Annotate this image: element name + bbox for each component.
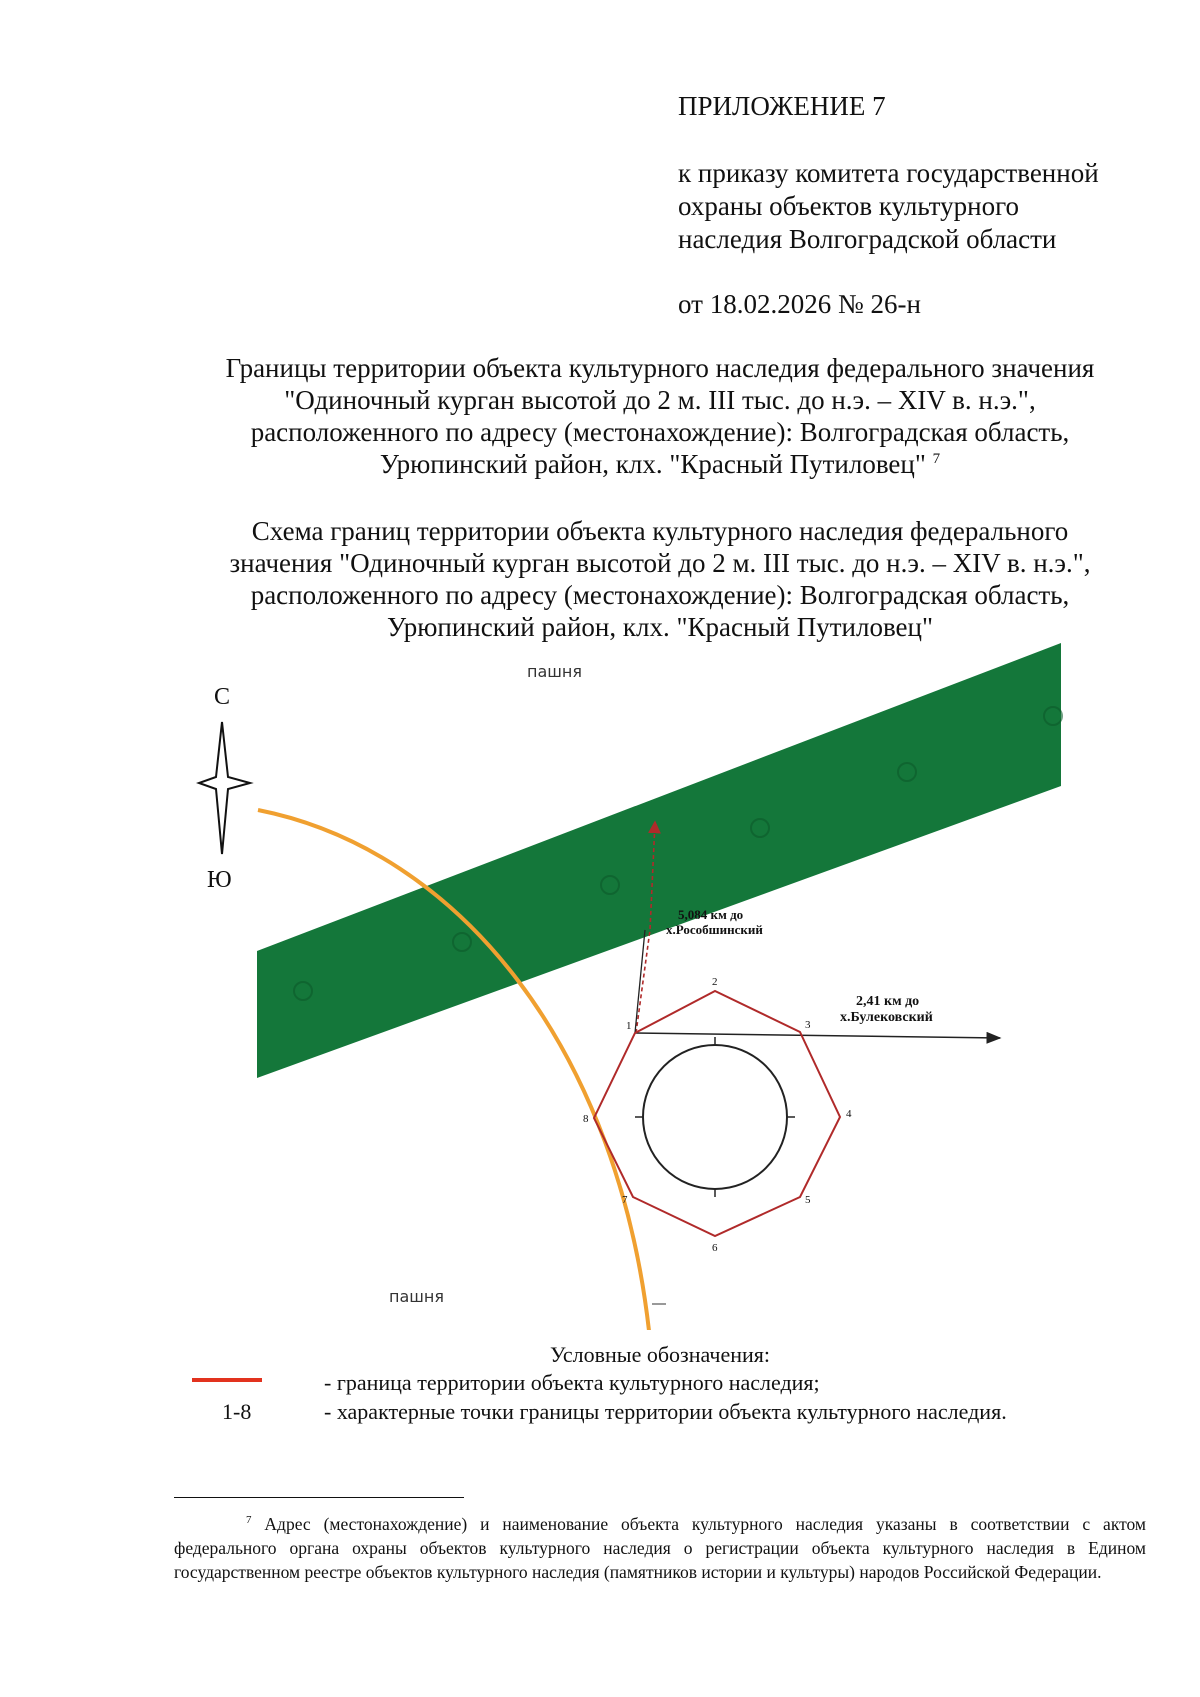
distance-1-line2: х.Рособшинский [666, 922, 763, 937]
order-date: от 18.02.2026 № 26-н [678, 289, 921, 319]
compass-rose [199, 684, 250, 893]
footnote-number: 7 [246, 1514, 252, 1526]
order-line: наследия Волгоградской области [678, 224, 1057, 254]
point-label: 8 [583, 1113, 589, 1125]
scheme-title-line: значения "Одиночный курган высотой до 2 м. III тыс. до н.э. – XIV в. н.э.", [229, 548, 1091, 578]
legend-boundary-swatch [192, 1378, 262, 1382]
point-label: 3 [805, 1019, 811, 1031]
point-label: 1 [626, 1020, 632, 1032]
footnote-reference[interactable]: 7 [932, 451, 941, 467]
title-line: расположенного по адресу (местонахождение): Волгоградская область, [250, 417, 1070, 447]
legend-heading: Условные обозначения: [549, 1342, 771, 1367]
distance-2-line1: 2,41 км до [856, 994, 920, 1009]
legend-points-key: 1-8 [222, 1399, 252, 1424]
kurgan-ticks [635, 1037, 795, 1197]
point-label: 2 [712, 976, 718, 988]
point-label: 5 [805, 1194, 811, 1206]
field-label-top: пашня [527, 662, 582, 681]
order-line: к приказу комитета государственной [678, 158, 1099, 188]
distance-1-line1: 5,084 км до [678, 907, 744, 922]
compass-star-icon [199, 722, 250, 854]
boundary-point-labels [583, 976, 852, 1254]
compass-north-label: С [214, 684, 231, 710]
title-line-text: Урюпинский район, клх. "Красный Путиловец" [379, 449, 926, 479]
scheme-title-line: расположенного по адресу (местонахождение): Волгоградская область, [250, 580, 1070, 610]
scheme-title-line: Урюпинский район, клх. "Красный Путиловец" [386, 612, 934, 642]
title-line [160, 448, 1160, 480]
scheme-title [160, 515, 1160, 643]
legend-points-text: - характерные точки границы территории объекта культурного наследия. [324, 1399, 1007, 1424]
document-title [160, 352, 1160, 480]
compass-south-label: Ю [207, 867, 232, 893]
order-reference [678, 157, 1178, 256]
boundary-scheme-map [180, 630, 1080, 1330]
field-label-bottom: пашня [389, 1287, 444, 1306]
distance-2-line2: х.Булековский [840, 1010, 933, 1025]
distance-arrow-east [635, 1033, 1000, 1038]
footnote-text: Адрес (местонахождение) и наименование объекта культурного наследия указаны в соответствии с актом федерального органа охраны объектов культурного наследия о регистрации объекта культурного наследия в Едином государственном реестре объектов культурного наследия (памятников истории и культуры) народов Российской Федерации. [174, 1513, 1147, 1582]
point-label: 4 [846, 1108, 852, 1120]
footnote [174, 1508, 1146, 1584]
point-label: 6 [712, 1242, 718, 1254]
forest-belt [257, 643, 1061, 1078]
legend-boundary-text: - граница территории объекта культурного наследия; [324, 1370, 820, 1395]
kurgan-circle [643, 1045, 787, 1189]
scheme-title-line: Схема границ территории объекта культурного наследия федерального [251, 516, 1069, 546]
order-line: охраны объектов культурного [678, 191, 1019, 221]
title-line: "Одиночный курган высотой до 2 м. III тыс. до н.э. – XIV в. н.э.", [284, 385, 1036, 415]
title-line: Границы территории объекта культурного наследия федерального значения [225, 353, 1095, 383]
footnote-separator [174, 1497, 464, 1498]
appendix-label: ПРИЛОЖЕНИЕ 7 [678, 91, 886, 121]
point-label: 7 [622, 1194, 628, 1206]
